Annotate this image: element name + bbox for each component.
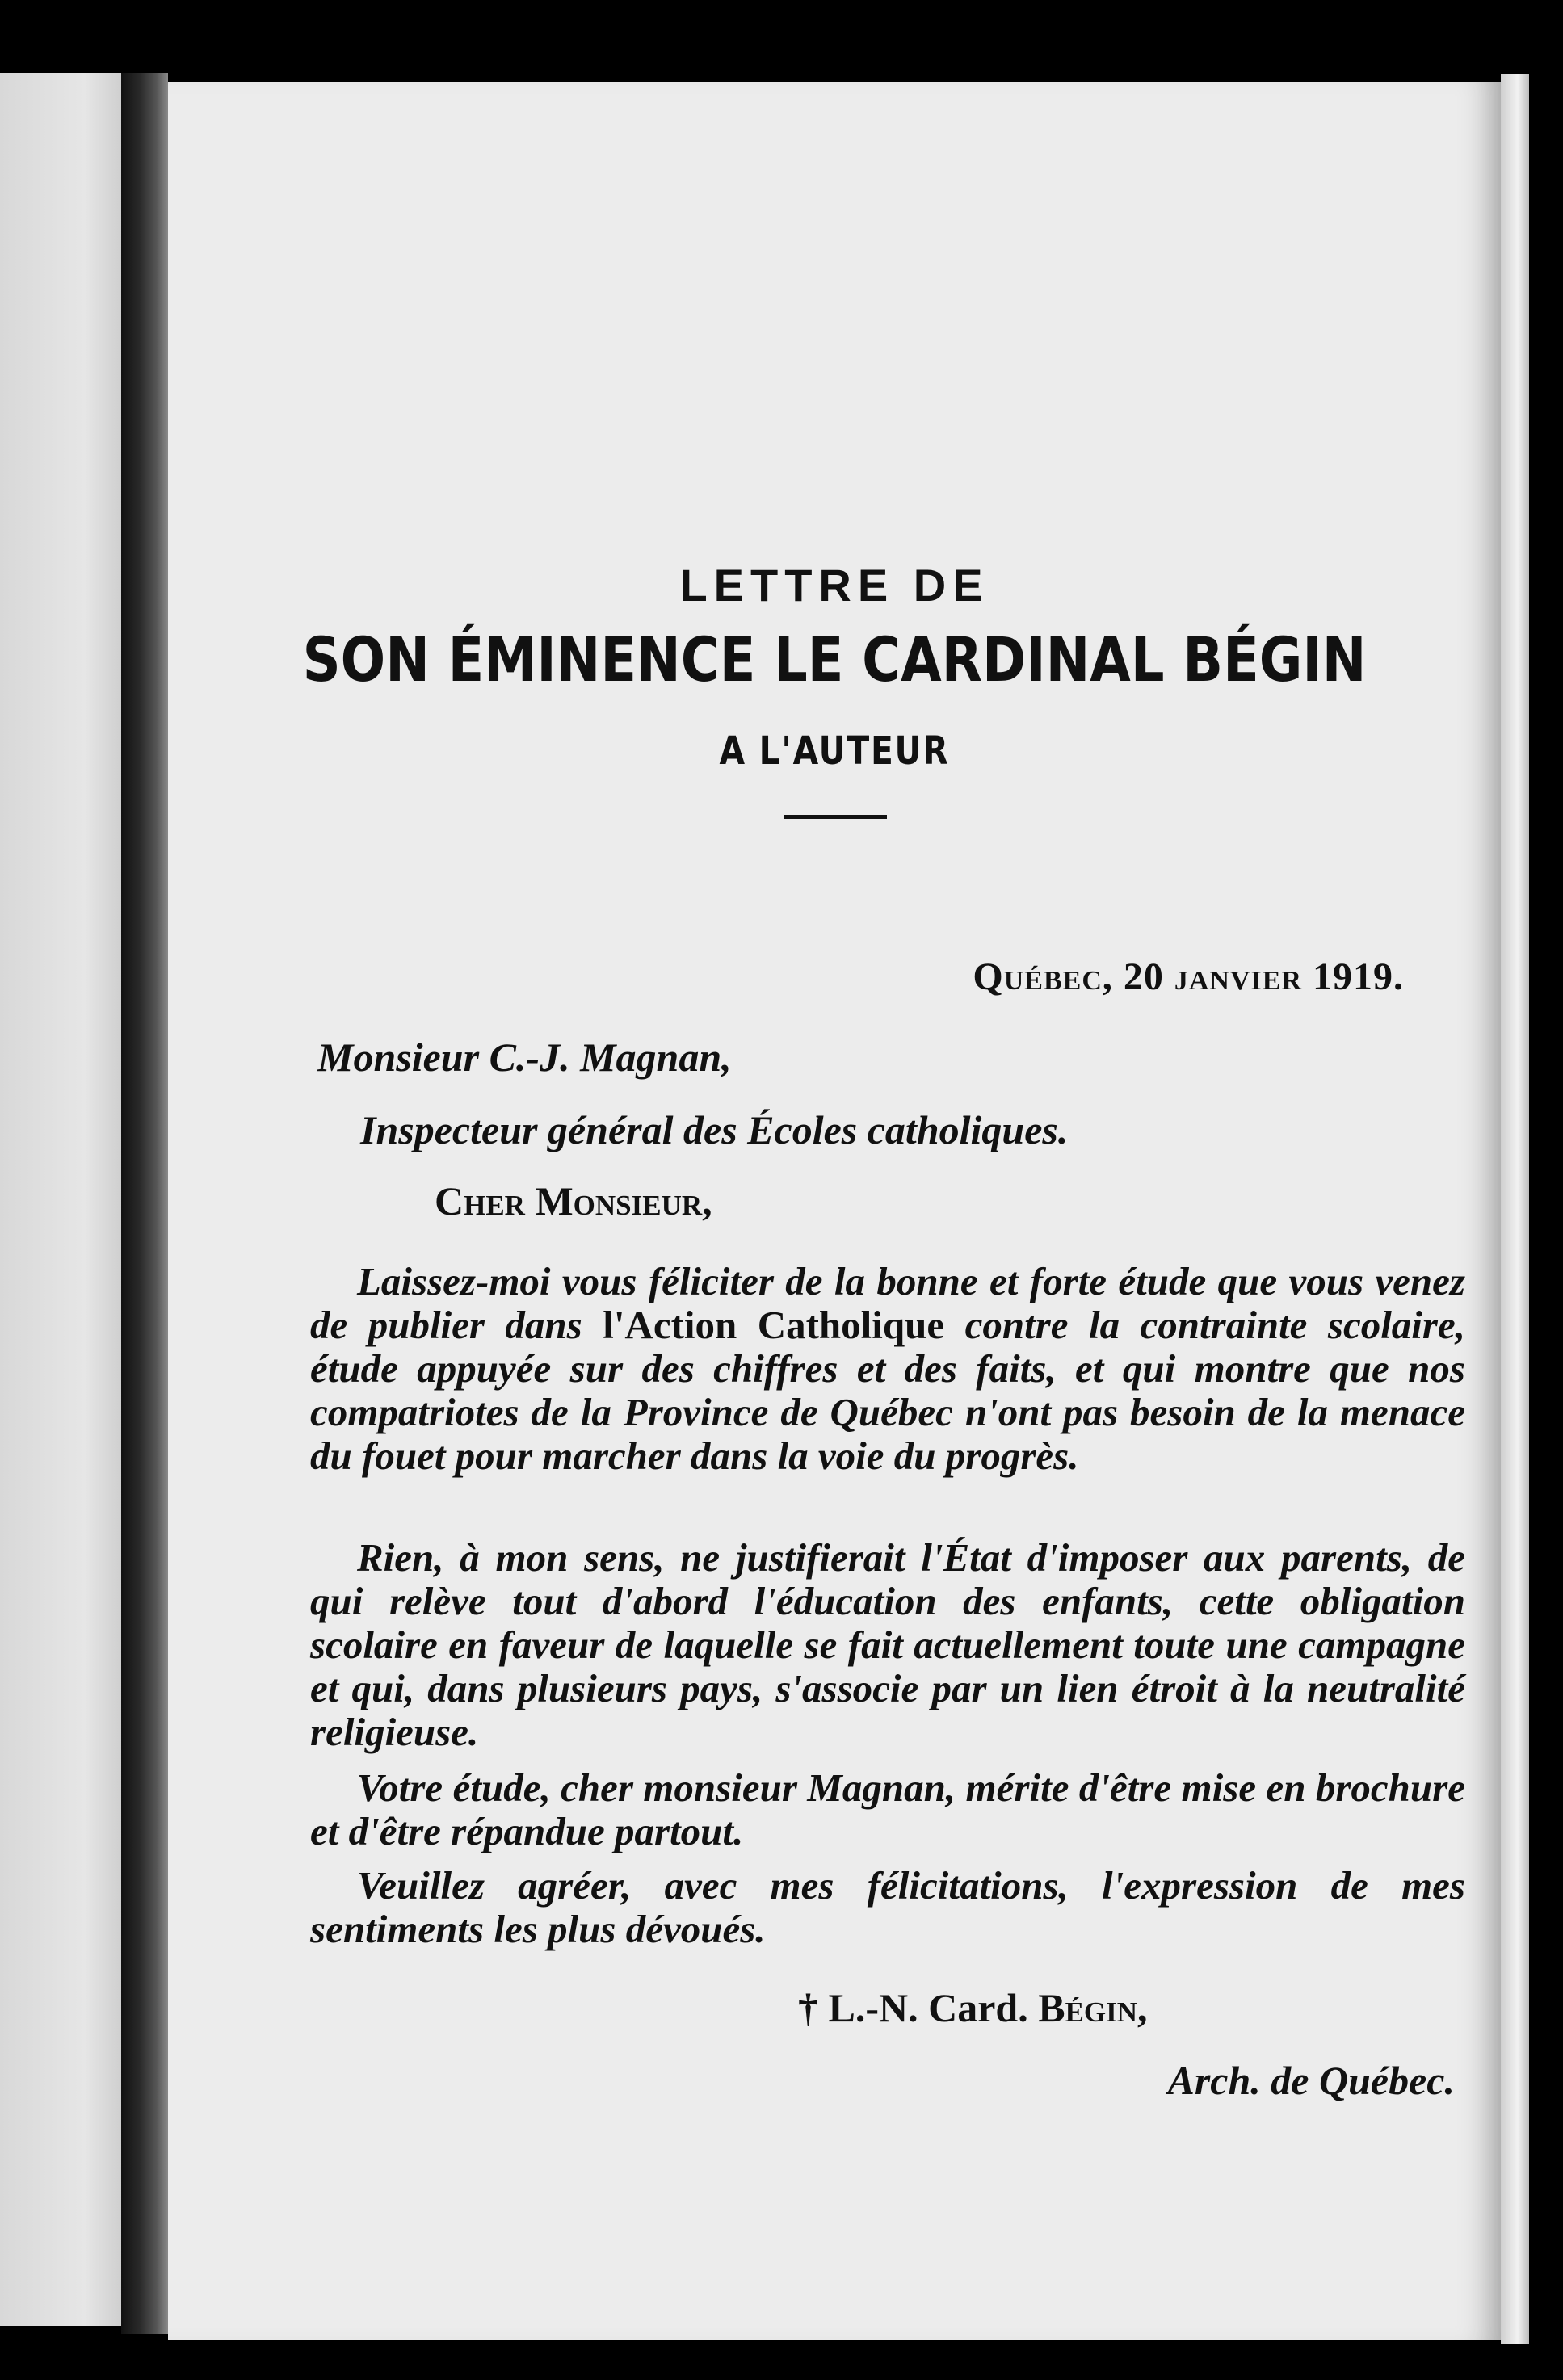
salutation: Cher Monsieur, xyxy=(435,1178,712,1224)
signature-title-wrap xyxy=(168,82,1464,2340)
addressee-title: Inspecteur général des Écoles catholiques. xyxy=(360,1107,1069,1152)
paragraph-2: Rien, à mon sens, ne justifierait l'État d'imposer aux parents, de qui relève tout d'abord l'éducation des enfants, cette obligation scolaire en faveur de laquelle se fait actuellement toute une campagne et qui, dans plusieurs pays, s'associe par un lien étroit à la neutralité religieuse. xyxy=(310,1535,1465,1754)
facing-page-edge xyxy=(0,73,121,2326)
heading-line-3: A L'AUTEUR xyxy=(719,728,950,774)
signature-title: Arch. de Québec. xyxy=(1167,2058,1455,2103)
dateline: Québec, 20 janvier 1919. xyxy=(973,955,1404,998)
heading-line-2: SON ÉMINENCE LE CARDINAL BÉGIN xyxy=(302,623,1367,695)
paragraph-3: Votre étude, cher monsieur Magnan, mérite d'être mise en brochure et d'être répandue partout. xyxy=(310,1765,1465,1853)
heading-line-1: LETTRE DE xyxy=(679,560,989,611)
paragraph-1-start: Laissez-moi vous féliciter de la bonne et forte étude que vous venez de publier dans xyxy=(310,1259,1465,1347)
addressee-name: Monsieur C.-J. Magnan, xyxy=(317,1035,732,1080)
paragraph-1-end: contre la contrainte scolaire, étude appuyée sur des chiffres et des faits, et qui montre que nos compatriotes de la Province de Québec n'ont pas besoin de la menace du fouet pour marcher dans la voie du progrès. xyxy=(310,1303,1465,1478)
letter-page xyxy=(168,82,1501,2340)
page-edge-right xyxy=(1501,74,1529,2344)
book-gutter xyxy=(121,73,168,2334)
signature-prefix: † L.-N. Card. xyxy=(798,1985,1039,2030)
newspaper-title: l'Action Catholique xyxy=(603,1303,945,1347)
signature-name: Bégin, xyxy=(1038,1985,1148,2030)
paragraph-4: Veuillez agréer, avec mes félicitations, l'expression de mes sentiments les plus dévoués. xyxy=(310,1863,1465,1951)
